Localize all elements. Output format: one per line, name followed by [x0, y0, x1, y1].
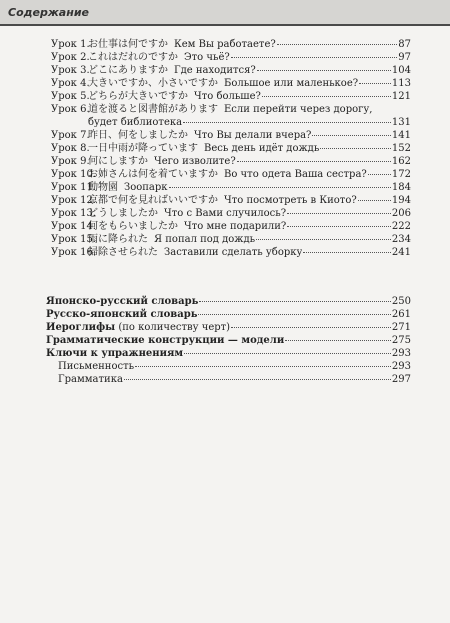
page-header — [0, 0, 450, 26]
lesson-number: Урок 7. — [51, 130, 90, 141]
page-number: 250 — [391, 296, 411, 307]
page-number: 275 — [391, 335, 411, 346]
dot-leader — [287, 213, 391, 214]
lesson-title-russian: Это чьё? — [184, 52, 230, 63]
lesson-number: Урок 8. — [51, 143, 90, 154]
dot-leader — [231, 57, 398, 58]
lesson-title-japanese: どうしましたか — [88, 208, 158, 219]
lesson-title-japanese: どちらが大きいですか — [88, 91, 188, 102]
lesson-number: Урок 14. — [51, 221, 96, 232]
dot-leader — [358, 200, 391, 201]
toc-section-row[interactable] — [46, 334, 411, 347]
lesson-number: Урок 1. — [51, 39, 90, 50]
toc-lesson-row[interactable] — [51, 103, 411, 116]
section-title — [46, 321, 230, 334]
dot-leader — [285, 340, 391, 341]
page-number: 141 — [391, 130, 411, 141]
toc-lesson-row[interactable] — [51, 90, 411, 103]
lesson-title-russian: Я попал под дождь — [154, 234, 256, 245]
toc-lesson-row[interactable] — [51, 129, 411, 142]
page-title: Содержание — [8, 6, 89, 19]
lesson-title — [88, 168, 367, 181]
dot-leader — [199, 301, 391, 302]
dot-leader — [368, 174, 391, 175]
dot-leader — [287, 226, 391, 227]
lesson-title-russian: Весь день идёт дождь — [204, 143, 320, 154]
lesson-title-japanese: 動物園 — [88, 182, 118, 193]
lesson-title-russian: Чего изволите? — [154, 156, 236, 167]
toc-lesson-row[interactable] — [51, 77, 411, 90]
dot-leader — [262, 96, 391, 97]
lesson-title-russian: Что больше? — [194, 91, 261, 102]
dot-leader — [169, 187, 391, 188]
page-number: 97 — [398, 52, 411, 63]
lesson-title-japanese: 一日中雨が降っています — [88, 143, 198, 154]
sections-list — [46, 295, 411, 386]
lesson-title — [88, 233, 255, 246]
dot-leader — [198, 314, 390, 315]
lesson-title-japanese: 京都で何を見ればいいですか — [88, 195, 218, 206]
page-number: 113 — [391, 78, 411, 89]
section-title — [46, 308, 197, 321]
lesson-number: Урок 6. — [51, 104, 90, 115]
lesson-title-russian: Кем Вы работаете? — [174, 39, 276, 50]
page-number: 184 — [391, 182, 411, 193]
lesson-title — [88, 129, 311, 142]
section-title-bold: Грамматические конструкции — модели — [46, 335, 285, 346]
dot-leader — [124, 379, 391, 380]
toc-section-row[interactable] — [46, 308, 411, 321]
header-rule — [0, 24, 450, 26]
lesson-number: Урок 13. — [51, 208, 96, 219]
dot-leader — [303, 252, 391, 253]
section-title-bold: Русско-японский словарь — [46, 309, 198, 320]
lesson-title-russian: Если перейти через дорогу, — [224, 104, 373, 115]
lesson-title-russian: Большое или маленькое? — [224, 78, 359, 89]
lesson-title — [88, 64, 256, 77]
toc-section-row[interactable] — [46, 295, 411, 308]
lesson-title — [88, 155, 236, 168]
toc-lesson-row[interactable] — [51, 142, 411, 155]
toc-lesson-row[interactable] — [51, 207, 411, 220]
lesson-number: Урок 11. — [51, 182, 96, 193]
lesson-title-russian: Что мне подарили? — [184, 221, 287, 232]
dot-leader — [237, 161, 391, 162]
page-number: 261 — [391, 309, 411, 320]
toc-lesson-row[interactable] — [51, 38, 411, 51]
dot-leader — [312, 135, 390, 136]
toc-subsection-row[interactable] — [46, 360, 411, 373]
lesson-title-russian: Что с Вами случилось? — [164, 208, 287, 219]
lesson-title — [88, 90, 261, 103]
toc-lesson-row[interactable] — [51, 246, 411, 259]
toc-section-row[interactable] — [46, 321, 411, 334]
lesson-title-japanese: これはだれのですか — [88, 52, 178, 63]
lesson-number: Урок 2. — [51, 52, 90, 63]
dot-leader — [257, 70, 391, 71]
page-number: 293 — [391, 361, 411, 372]
section-title-bold: Ключи к упражнениям — [46, 348, 184, 359]
lesson-number: Урок 4. — [51, 78, 90, 89]
lesson-title-japanese: お仕事は何ですか — [88, 39, 168, 50]
subsection-title: Грамматика — [58, 374, 123, 385]
page-number: 131 — [391, 117, 411, 128]
dot-leader — [359, 83, 391, 84]
section-title — [46, 334, 284, 347]
toc-subsection-row[interactable] — [46, 373, 411, 386]
lesson-title-japanese: どこにありますか — [88, 65, 168, 76]
page-number: 104 — [391, 65, 411, 76]
lesson-title-russian: Что посмотреть в Киото? — [224, 195, 357, 206]
toc-lesson-row[interactable] — [51, 155, 411, 168]
lesson-title-japanese: 何にしますか — [88, 156, 148, 167]
lesson-title-japanese: お姉さんは何を着ていますか — [88, 169, 218, 180]
page-number: 271 — [391, 322, 411, 333]
toc-lesson-row-continued[interactable] — [51, 116, 411, 129]
subsection-title: Письменность — [58, 361, 135, 372]
lesson-title-russian: Где находится? — [174, 65, 256, 76]
lesson-title — [88, 103, 372, 116]
page-number: 121 — [391, 91, 411, 102]
lesson-number: Урок 5. — [51, 91, 90, 102]
dot-leader — [231, 327, 391, 328]
lesson-title-russian-continued: будет библиотека — [88, 117, 183, 128]
page-number: 241 — [391, 247, 411, 258]
lesson-title — [88, 246, 302, 259]
toc-lesson-row[interactable] — [51, 194, 411, 207]
section-title-bold: Иероглифы — [46, 322, 116, 333]
lesson-title-japanese: 何をもらいましたか — [88, 221, 178, 232]
lesson-title-japanese: 掃除させられた — [88, 247, 158, 258]
lesson-title — [88, 142, 319, 155]
lesson-title — [88, 207, 286, 220]
toc-lesson-row[interactable] — [51, 220, 411, 233]
lesson-title-japanese: 道を渡ると図書館があります — [88, 104, 218, 115]
dot-leader — [277, 44, 398, 45]
page-number: 152 — [391, 143, 411, 154]
toc-lesson-row[interactable] — [51, 64, 411, 77]
section-title-note: (по количеству черт) — [118, 322, 231, 333]
page-number: 234 — [391, 234, 411, 245]
page-number: 162 — [391, 156, 411, 167]
toc-lesson-row[interactable] — [51, 233, 411, 246]
toc-lesson-row[interactable] — [51, 51, 411, 64]
lessons-list — [51, 38, 411, 259]
lesson-number: Урок 15. — [51, 234, 96, 245]
section-title-bold: Японско-русский словарь — [46, 296, 199, 307]
dot-leader — [183, 122, 391, 123]
page-number: 293 — [391, 348, 411, 359]
lesson-number: Урок 9. — [51, 156, 90, 167]
lesson-number: Урок 16. — [51, 247, 96, 258]
lesson-title-japanese: 雨に降られた — [88, 234, 148, 245]
section-title — [46, 347, 183, 360]
lesson-title-russian: Что Вы делали вчера? — [194, 130, 312, 141]
lesson-title-russian: Зоопарк — [124, 182, 168, 193]
dot-leader — [320, 148, 391, 149]
page-number: 222 — [391, 221, 411, 232]
lesson-title — [88, 38, 276, 51]
toc-section-row[interactable] — [46, 347, 411, 360]
lesson-title-japanese: 大きいですか、小さいですか — [88, 78, 218, 89]
section-title — [46, 295, 198, 308]
lesson-number: Урок 10. — [51, 169, 96, 180]
lesson-title-russian: Во что одета Ваша сестра? — [224, 169, 367, 180]
page-number: 194 — [391, 195, 411, 206]
lesson-title — [88, 77, 358, 90]
lesson-number: Урок 12. — [51, 195, 96, 206]
lesson-title — [88, 51, 230, 64]
toc-lesson-row[interactable] — [51, 168, 411, 181]
dot-leader — [256, 239, 391, 240]
lesson-title-japanese: 昨日、何をしましたか — [88, 130, 188, 141]
page-number: 297 — [391, 374, 411, 385]
toc-lesson-row[interactable] — [51, 181, 411, 194]
lesson-title — [88, 194, 357, 207]
dot-leader — [184, 353, 391, 354]
page-number: 206 — [391, 208, 411, 219]
lesson-number: Урок 3. — [51, 65, 90, 76]
lesson-title — [88, 220, 286, 233]
dot-leader — [135, 366, 391, 367]
lesson-title-russian: Заставили сделать уборку — [164, 247, 303, 258]
lesson-title — [88, 181, 168, 194]
page-number: 87 — [398, 39, 411, 50]
page-number: 172 — [391, 169, 411, 180]
